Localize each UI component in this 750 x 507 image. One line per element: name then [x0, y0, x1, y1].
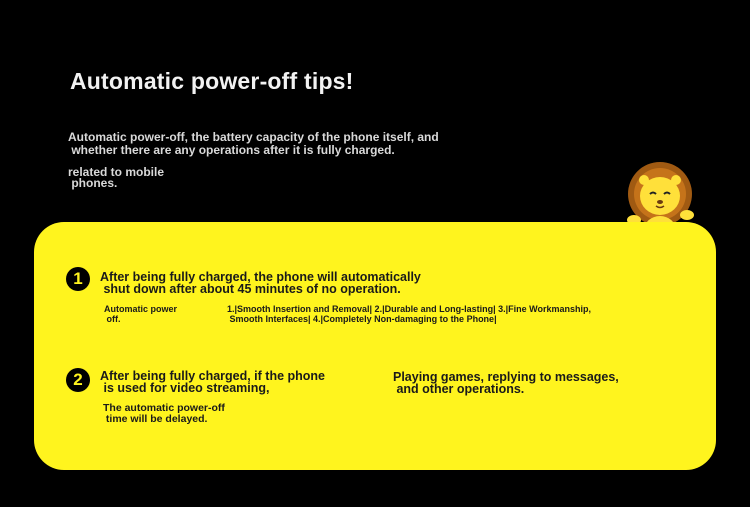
tip-1-features-line-2: Smooth Interfaces| 4.|Completely Non-damaging to the Phone| — [227, 314, 497, 324]
intro-text — [68, 131, 508, 157]
tip-1-line-1: After being fully charged, the phone will automatically — [100, 270, 421, 284]
tip-1-features-line-1: 1.|Smooth Insertion and Removal| 2.|Durable and Long-lasting| 3.|Fine Workmanship, — [227, 304, 591, 314]
tip-2-right-line-2: and other operations. — [393, 382, 525, 396]
intro-line-4: phones. — [68, 176, 118, 190]
intro-line-2: whether there are any operations after it is fully charged. — [68, 143, 395, 157]
intro-subtext — [68, 167, 208, 189]
tip-2-line-2: is used for video streaming, — [100, 381, 270, 395]
tip-2-right-text — [393, 371, 663, 395]
tip-1-features — [227, 304, 667, 324]
page-title: Automatic power-off tips! — [70, 68, 354, 94]
tip-number-2-icon: 2 — [66, 368, 90, 392]
tip-2-note — [103, 403, 283, 425]
tip-2-right-line-1: Playing games, replying to messages, — [393, 370, 619, 384]
tip-2-text — [100, 370, 380, 394]
tip-2-note-line-1: The automatic power-off — [103, 402, 225, 414]
tip-2-note-line-2: time will be delayed. — [103, 413, 208, 425]
intro-line-3: related to mobile — [68, 165, 165, 179]
tip-1-text — [100, 271, 500, 295]
tip-1-line-2: shut down after about 45 minutes of no operation. — [100, 282, 401, 296]
tip-1-label-line-1: Automatic power — [104, 304, 178, 314]
tip-number-1-icon: 1 — [66, 267, 90, 291]
tip-2-line-1: After being fully charged, if the phone — [100, 369, 326, 383]
intro-line-1: Automatic power-off, the battery capacity of the phone itself, and — [68, 130, 439, 144]
tip-1-label — [104, 304, 214, 324]
tips-panel — [34, 222, 716, 470]
tip-1-label-line-2: off. — [104, 314, 121, 324]
